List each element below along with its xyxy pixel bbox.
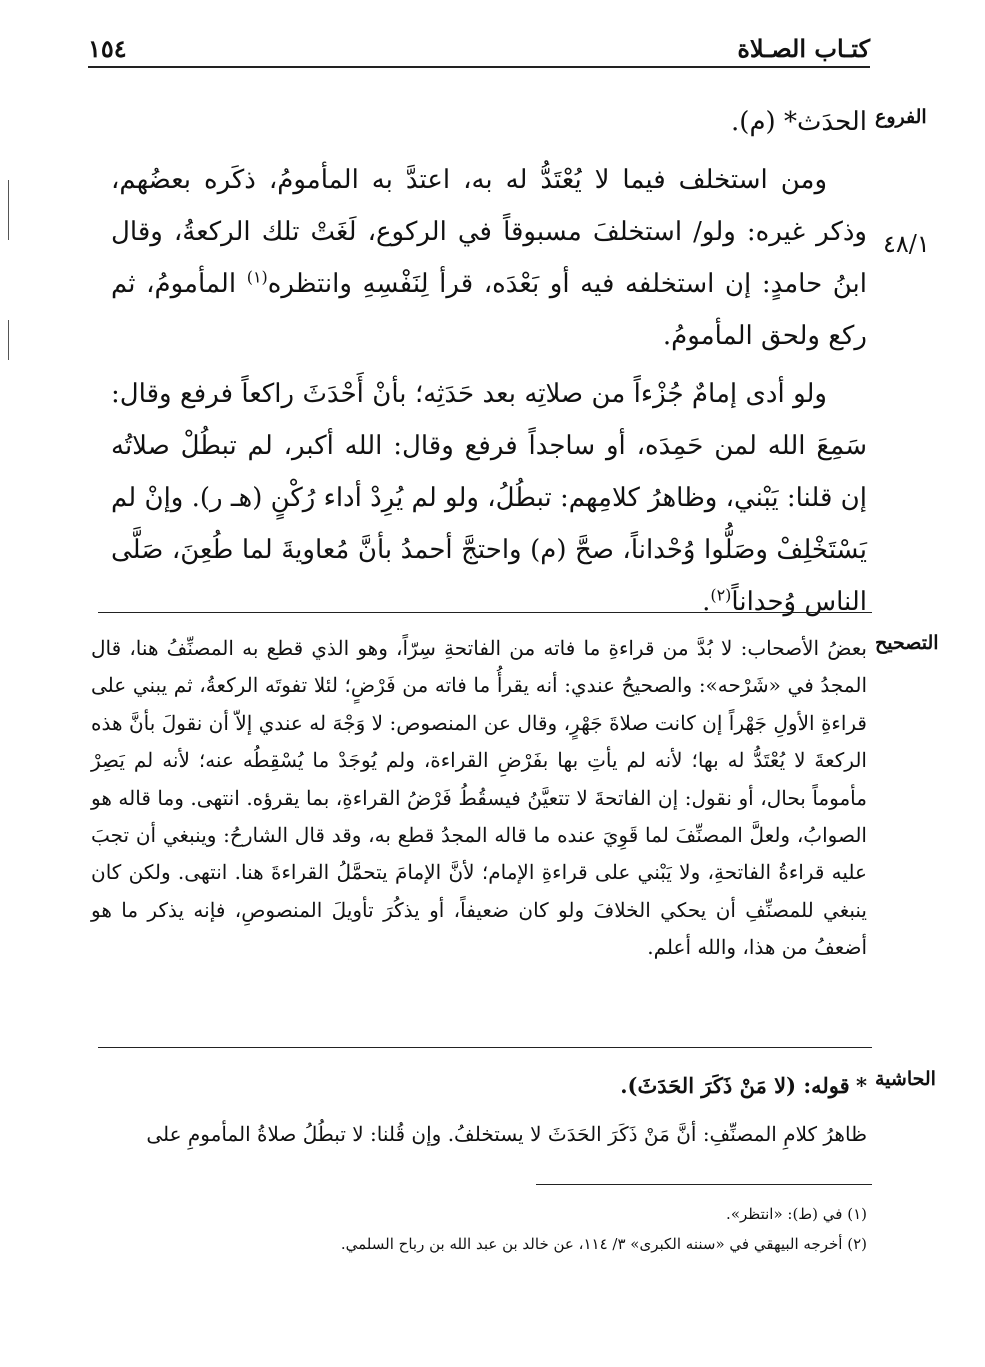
page-edge-mark bbox=[8, 180, 9, 240]
hashiya-text: ظاهرُ كلامِ المصنِّفِ: أنَّ مَنْ ذَكَرَ الحَدَثَ لا يستخلفُ. وإن قُلنا: لا تبطُلُ صلاةُ المأمومِ على bbox=[146, 1122, 867, 1146]
margin-label-hashiya: الحاشية bbox=[875, 1068, 936, 1090]
footnote-marker: (١) bbox=[246, 267, 268, 287]
section-divider bbox=[98, 1047, 872, 1048]
footnotes bbox=[91, 1199, 867, 1259]
running-header bbox=[88, 28, 870, 62]
tashih-section bbox=[91, 630, 867, 967]
hashiya-section bbox=[91, 1068, 867, 1152]
section-divider bbox=[98, 612, 872, 613]
footnote: (٢) أخرجه البيهقي في «سننه الكبرى» ٣/ ١١٤، عن خالد بن عبد الله بن رباح السلمي. bbox=[340, 1235, 867, 1253]
page-number: ١٥٤ bbox=[88, 34, 127, 63]
main-paragraph: ومن استخلف فيما لا يُعْتَدُّ له به، اعتدَّ به المأمومُ، ذكَره بعضُهم، وذكر غيره: ولو/ استخلفَ مسبوقاً في الركوع، لَغَتْ تلك الركعةُ، وقال ابنُ حامدٍ: إن استخلفه فيه أو بَعْدَه، قرأ لِنَفْسِهِ وانتظره$^{(١)}$ المأمومُ، ثم ركع ولحق المأمومُ. bbox=[111, 165, 868, 351]
page-edge-mark bbox=[8, 320, 9, 360]
main-paragraph: ولو أدى إمامٌ جُزْءاً من صلاتِه بعد حَدَثِه؛ بأنْ أَحْدَثَ راكعاً فرفع وقال: سَمِعَ الله لمن حَمِدَه، أو ساجداً فرفع وقال: الله أكبر، لم تبطُلْ صلاتُه إن قلنا: يَبْني، وظاهرُ كلامِهم: تبطُلُ، ولو لم يُرِدْ أداء رُكْنٍ (هـ ر). وإنْ لم يَسْتَخْلِفْ وصَلُّوا وُحْداناً، صحَّ (م) واحتجَّ أحمدُ بأنَّ مُعاويةَ لما طُعِنَ، صَلَّى الناس وُحداناً$^{(٢)}$. bbox=[111, 379, 867, 617]
main-paragraph: الحدَث* (م). bbox=[731, 107, 867, 137]
main-text bbox=[111, 96, 867, 628]
tashih-text: بعضُ الأصحاب: لا بُدَّ من قراءةِ ما فاته من الفاتحةِ سِرّاً، وهو الذي قطع به المصنِّفُ هنا، قال المجدُ في «شَرْحه»: والصحيحُ عندي: أنه يقرأُ ما فاته من فَرْضٍ؛ لئلا تفوتَه الركعةُ، ثم يبني على قراءةِ الأولِ جَهْراً إن كانت صلاةَ جَهْرٍ، وقال عن المنصوص: لا وَجْهَ له عندي إلاّ أن نقولَ بأنَّ هذه الركعةَ لا يُعْتَدُّ له بها؛ لأنه لم يأتِ بها بفَرْضِ القراءة، ولم يُوجَدْ ما يُسْقِطُه عنه؛ لأنه لم يَصِرْ مأموماً بحال، أو نقول: إن الفاتحةَ لا تتعيَّنُ فيسقُطُ فَرْضُ القراءةِ، بما يقرؤه. انتهى. وما قاله هو الصوابُ، ولعلَّ المصنِّفَ لما قَوِيَ عنده ما قاله المجدُ قطع به، وقد قال الشارحُ: وينبغي أن تجبَ عليه قراءةُ الفاتحةِ، ولا يَبْني على قراءةِ الإمام؛ لأنَّ الإمامَ يتحمَّلُ القراءةَ هنا. انتهى. ولكن كان ينبغي للمصنِّفِ أن يحكي الخلافَ ولو كان ضعيفاً، أو يذكُرَ تأويلَ المنصوصِ، فإنه يذكر ما هو أضعفُ من هذا، والله أعلم. bbox=[91, 636, 867, 960]
header-rule bbox=[88, 66, 870, 68]
footnote: (١) في (ط): «انتظر». bbox=[726, 1205, 867, 1223]
margin-label-furu: الفروع bbox=[875, 106, 927, 128]
hashiya-heading: * قوله: (لا مَنْ ذَكَرَ الحَدَثَ). bbox=[620, 1073, 867, 1098]
header-title: كتـاب الصـلاة bbox=[737, 34, 870, 63]
footnote-marker: (٢) bbox=[710, 585, 732, 605]
margin-volume-reference: ٤٨/١ bbox=[883, 230, 930, 258]
margin-label-tashih: التصحيح bbox=[875, 632, 939, 654]
footnote-rule bbox=[536, 1184, 872, 1185]
